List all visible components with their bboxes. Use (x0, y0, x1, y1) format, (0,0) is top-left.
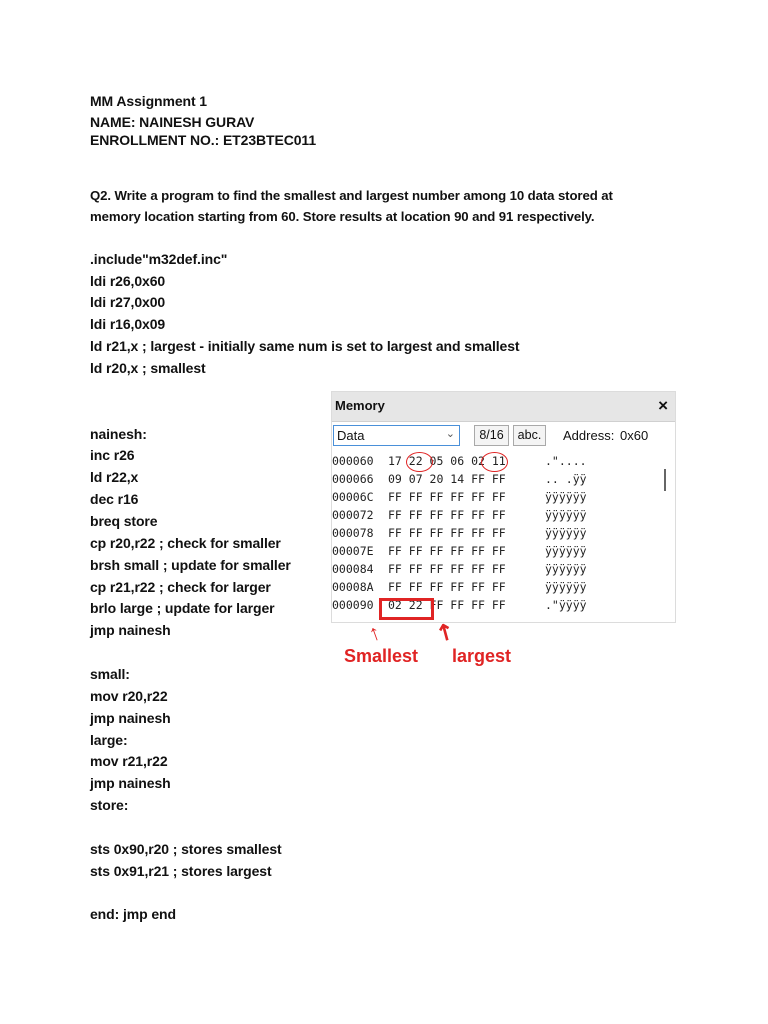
memory-toolbar (332, 422, 675, 448)
code-line: ldi r26,0x60 (90, 273, 166, 289)
memory-title-bar (332, 392, 675, 422)
memory-row-address: 00006C (332, 490, 374, 504)
close-icon[interactable]: × (658, 396, 668, 415)
memory-row-address: 000084 (332, 562, 374, 576)
largest-label: largest (452, 646, 512, 666)
memory-row-bytes: FF FF FF FF FF FF (388, 562, 506, 576)
code-line: brlo large ; update for larger (90, 600, 275, 616)
memory-row-ascii: ÿÿÿÿÿÿ (545, 562, 587, 576)
memory-row-bytes: FF FF FF FF FF FF (388, 490, 506, 504)
memory-row-address: 00008A (332, 580, 374, 594)
code-line: brsh small ; update for smaller (90, 557, 291, 573)
memory-row-address: 000066 (332, 472, 374, 486)
question-text: Q2. Write a program to find the smallest and largest number among 10 data stored at memory location starting from 60. Store results at location 90 and 91 respectively. (90, 188, 613, 224)
memory-row-bytes: 09 07 20 14 FF FF (388, 472, 506, 486)
assignment-title: MM Assignment 1 (90, 93, 207, 109)
largest-value-circle (406, 452, 433, 472)
memory-row-bytes: FF FF FF FF FF FF (388, 544, 506, 558)
code-line: sts 0x90,r20 ; stores smallest (90, 841, 282, 857)
code-line: large: (90, 732, 128, 748)
code-line: jmp nainesh (90, 775, 171, 791)
code-line: .include"m32def.inc" (90, 251, 228, 267)
code-line: mov r21,r22 (90, 753, 168, 769)
memory-type-value: Data (337, 428, 365, 443)
memory-scrollbar[interactable] (655, 449, 675, 623)
code-line: ldi r27,0x00 (90, 294, 166, 310)
memory-row-ascii: .".... (545, 454, 587, 468)
enrollment-number: ENROLLMENT NO.: ET23BTEC011 (90, 132, 317, 148)
memory-row-address: 000078 (332, 526, 374, 540)
memory-row-bytes: 17 22 05 06 02 11 (388, 454, 506, 468)
chevron-down-icon: ⌄ (445, 428, 455, 440)
memory-row-ascii: ÿÿÿÿÿÿ (545, 526, 587, 540)
memory-row-address: 000072 (332, 508, 374, 522)
memory-row-address: 000060 (332, 454, 374, 468)
scrollbar-thumb[interactable] (664, 469, 666, 491)
memory-row-bytes: FF FF FF FF FF FF (388, 580, 506, 594)
address-label: Address: (563, 428, 615, 443)
code-line: jmp nainesh (90, 710, 171, 726)
address-input[interactable]: 0x60 (620, 428, 649, 443)
code-line: dec r16 (90, 491, 139, 507)
code-line: sts 0x91,r21 ; stores largest (90, 863, 272, 879)
memory-window (331, 391, 676, 623)
memory-row-ascii: ÿÿÿÿÿÿ (545, 490, 587, 504)
arrow-up-icon: ↑ (364, 618, 384, 647)
memory-row-bytes: FF FF FF FF FF FF (388, 526, 506, 540)
code-line: nainesh: (90, 426, 147, 442)
code-line: ld r21,x ; largest - initially same num is set to largest and smallest (90, 338, 520, 354)
code-line: breq store (90, 513, 158, 529)
code-line: ld r22,x (90, 469, 139, 485)
memory-title: Memory (335, 398, 385, 413)
code-line: ldi r16,0x09 (90, 316, 166, 332)
code-line: inc r26 (90, 447, 135, 463)
code-line: cp r21,r22 ; check for larger (90, 579, 271, 595)
memory-row-ascii: ÿÿÿÿÿÿ (545, 544, 587, 558)
smallest-label: Smallest (344, 646, 419, 666)
memory-row-address: 000090 (332, 598, 374, 612)
memory-row-ascii: ÿÿÿÿÿÿ (545, 508, 587, 522)
smallest-value-circle (481, 452, 508, 472)
code-line: cp r20,r22 ; check for smaller (90, 535, 281, 551)
result-highlight-box (379, 598, 434, 620)
memory-row-bytes: 02 22 FF FF FF FF (388, 598, 506, 612)
code-line: small: (90, 666, 130, 682)
memory-row-ascii: .. .ÿÿ (545, 472, 587, 486)
code-line: mov r20,r22 (90, 688, 168, 704)
code-line: end: jmp end (90, 906, 176, 922)
memory-type-select[interactable] (333, 425, 460, 446)
bytes-per-row-button[interactable]: 8/16 (474, 425, 509, 446)
memory-row-ascii: ."ÿÿÿÿ (545, 598, 587, 612)
code-line: ld r20,x ; smallest (90, 360, 206, 376)
memory-row-bytes: FF FF FF FF FF FF (388, 508, 506, 522)
ascii-toggle-button[interactable]: abc. (513, 425, 546, 446)
code-line: store: (90, 797, 129, 813)
memory-row-address: 00007E (332, 544, 374, 558)
memory-row-ascii: ÿÿÿÿÿÿ (545, 580, 587, 594)
student-name: NAME: NAINESH GURAV (90, 114, 255, 130)
arrow-up-icon: ↖ (431, 616, 460, 648)
code-line: jmp nainesh (90, 622, 171, 638)
